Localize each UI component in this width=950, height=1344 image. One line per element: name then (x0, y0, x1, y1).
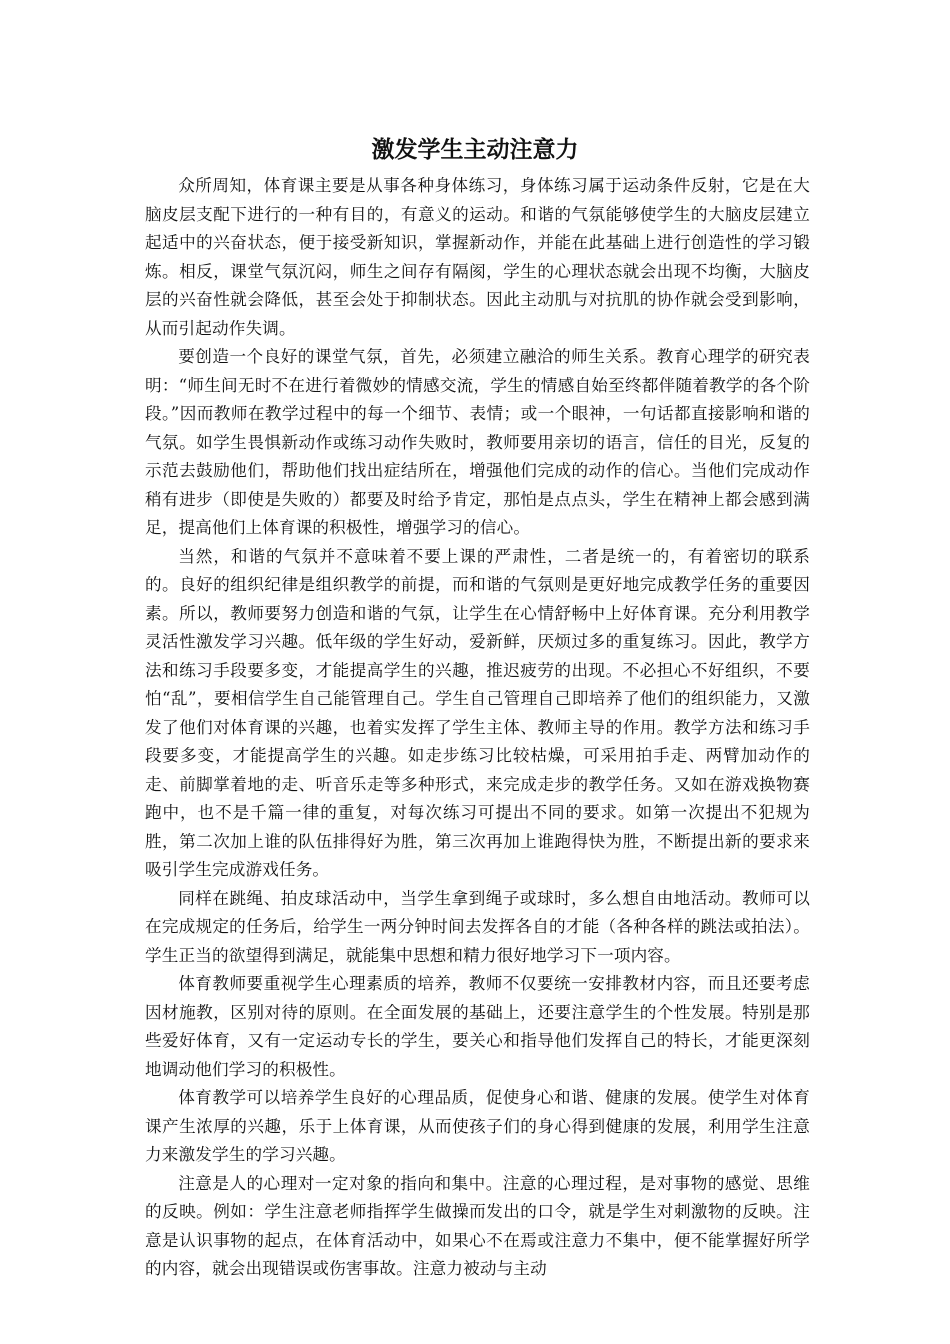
body-paragraph: 众所周知，体育课主要是从事各种身体练习，身体练习属于运动条件反射，它是在大脑皮层支配下进行的一种有目的，有意义的运动。和谐的气氛能够使学生的大脑皮层建立起适中的兴奋状态，便于接受新知识，掌握新动作，并能在此基础上进行创造性的学习锻炼。相反，课堂气氛沉闷，师生之间存有隔阂，学生的心理状态就会出现不均衡，大脑皮层的兴奋性就会降低，甚至会处于抑制状态。因此主动肌与对抗肌的协作就会受到影响，从而引起动作失调。 (145, 176, 810, 338)
body-paragraph: 要创造一个良好的课堂气氛，首先，必须建立融洽的师生关系。教育心理学的研究表明：“师生间无时不在进行着微妙的情感交流，学生的情感自始至终都伴随着教学的各个阶段。”因而教师在教学过程中的每一个细节、表情；或一个眼神，一句话都直接影响和谐的气氛。如学生畏惧新动作或练习动作失败时，教师要用亲切的语言，信任的目光，反复的示范去鼓励他们，帮助他们找出症结所在，增强他们完成的动作的信心。当他们完成动作稍有进步（即使是失败的）都要及时给予肯定，那怕是点点头，学生在精神上都会感到满足，提高他们上体育课的积极性，增强学习的信心。 (145, 347, 810, 537)
body-paragraph: 同样在跳绳、拍皮球活动中，当学生拿到绳子或球时，多么想自由地活动。教师可以在完成规定的任务后，给学生一两分钟时间去发挥各自的才能（各种各样的跳法或拍法）。学生正当的欲望得到满足，就能集中思想和精力很好地学习下一项内容。 (145, 888, 810, 965)
document-body (145, 172, 810, 1278)
body-paragraph: 体育教学可以培养学生良好的心理品质，促使身心和谐、健康的发展。使学生对体育课产生浓厚的兴趣，乐于上体育课，从而使孩子们的身心得到健康的发展，利用学生注意力来激发学生的学习兴趣。 (145, 1088, 810, 1164)
body-paragraph: 当然，和谐的气氛并不意味着不要上课的严肃性，二者是统一的，有着密切的联系的。良好的组织纪律是组织教学的前提，而和谐的气氛则是更好地完成教学任务的重要因素。所以，教师要努力创造和谐的气氛，让学生在心情舒畅中上好体育课。充分利用教学灵活性激发学习兴趣。低年级的学生好动，爱新鲜，厌烦过多的重复练习。因此，教学方法和练习手段要多变，才能提高学生的兴趣，推迟疲劳的出现。不必担心不好组织，不要怕“乱”，要相信学生自己能管理自己。学生自己管理自己即培养了他们的组织能力，又激发了他们对体育课的兴趣，也着实发挥了学生主体、教师主导的作用。教学方法和练习手段要多变，才能提高学生的兴趣。如走步练习比较枯燥，可采用拍手走、两臂加动作的走、前脚掌着地的走、听音乐走等多种形式，来完成走步的教学任务。又如在游戏换物赛跑中，也不是千篇一律的重复，对每次练习可提出不同的要求。如第一次提出不犯规为胜，第二次加上谁的队伍排得好为胜，第三次再加上谁跑得快为胜，不断提出新的要求来吸引学生完成游戏任务。 (145, 546, 810, 879)
body-paragraph: 体育教师要重视学生心理素质的培养，教师不仅要统一安排教材内容，而且还要考虑因材施教，区别对待的原则。在全面发展的基础上，还要注意学生的个性发展。特别是那些爱好体育，又有一定运动专长的学生，要关心和指导他们发挥自己的特长，才能更深刻地调动他们学习的积极性。 (145, 974, 810, 1079)
document-title: 激发学生主动注意力 (371, 137, 579, 163)
body-paragraph: 注意是人的心理对一定对象的指向和集中。注意的心理过程，是对事物的感觉、思维的反映。例如：学生注意老师指挥学生做操而发出的口令，就是学生对刺激物的反映。注意是认识事物的起点，在体育活动中，如果心不在焉或注意力不集中，便不能掌握好所学的内容，就会出现错误或伤害事故。注意力被动与主动 (145, 1173, 810, 1278)
